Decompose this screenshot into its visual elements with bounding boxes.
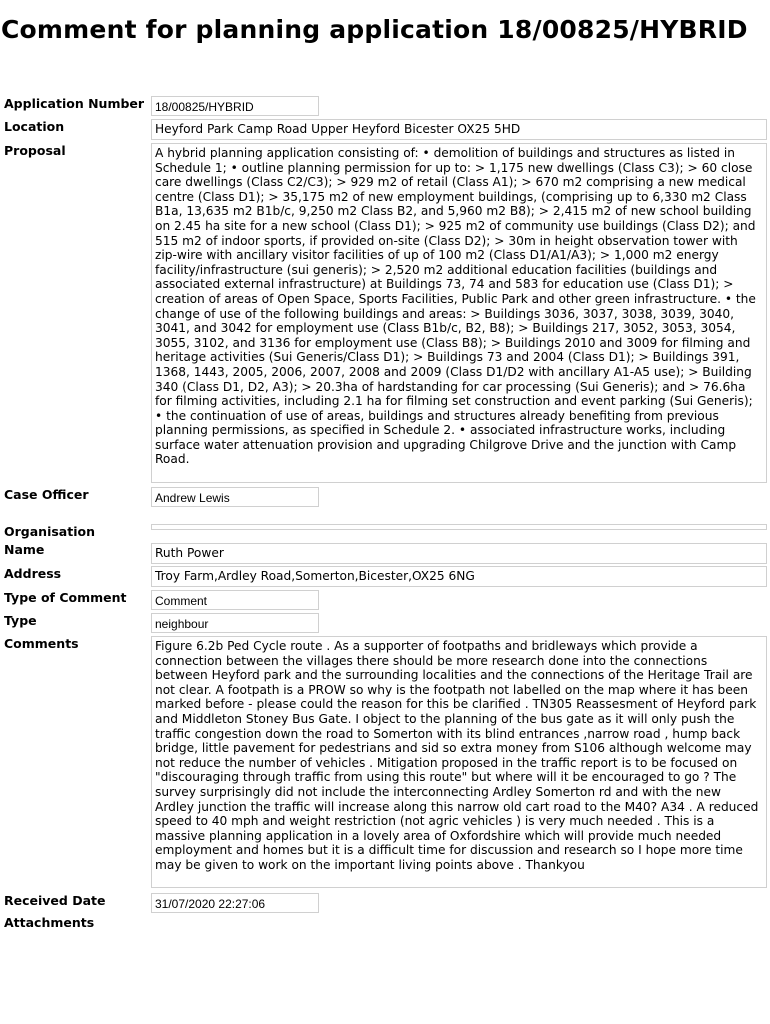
organisation-label: Organisation [4,524,95,539]
name-label: Name [4,542,45,557]
application-number-label: Application Number [4,96,145,111]
case-officer-label: Case Officer [4,487,89,502]
attachments-label: Attachments [4,915,95,930]
organisation-field [151,524,767,530]
page-title: Comment for planning application 18/00825/HYBRID [1,15,748,44]
address-field: Troy Farm,Ardley Road,Somerton,Bicester,OX25 6NG [151,566,767,587]
proposal-label: Proposal [4,143,66,158]
received-date-field: 31/07/2020 22:27:06 [151,893,319,913]
proposal-field: A hybrid planning application consisting of: • demolition of buildings and structures as listed in Schedule 1; • outline planning permission for up to: > 1,175 new dwellings (Class C3); > 60 close care dwellings (Class C2/C3); > 929 m2 of retail (Class A1); > 670 m2 comprising a new medical centre (Class D1); > 35,175 m2 of new employment buildings, (comprising up to 6,330 m2 Class B1a, 13,635 m2 B1b/c, 9,250 m2 Class B2, and 5,960 m2 B8); > 2,415 m2 of new school building on 2.45 ha site for a new school (Class D1); > 925 m2 of community use buildings (Class D2); and 515 m2 of indoor sports, if provided on-site (Class D2); > 30m in height observation tower with zip-wire with ancillary visitor facilities of up of 100 m2 (Class D1/A1/A3); > 1,000 m2 energy facility/infrastructure (sui generis); > 2,520 m2 additional education facilities (buildings and associated external infrastructure) at Buildings 73, 74 and 583 for education use (Class D1); > creation of areas of Open Space, Sports Facilities, Public Park and other green infrastructure. • the change of use of the following buildings and areas: > Buildings 3036, 3037, 3038, 3039, 3040, 3041, and 3042 for employment use (Class B1b/c, B2, B8); > Buildings 217, 3052, 3053, 3054, 3055, 3102, and 3136 for employment use (Class B8); > Buildings 2010 and 3009 for filming and heritage activities (Sui Generis/Class D1); > Buildings 73 and 2004 (Class D1); > Buildings 391, 1368, 1443, 2005, 2006, 2007, 2008 and 2009 (Class D1/D2 with ancillary A1-A5 use); > Building 340 (Class D1, D2, A3); > 20.3ha of hardstanding for car processing (Sui Generis); and > 76.6ha for filming activities, including 2.1 ha for filming set construction and event parking (Sui Generis); • the continuation of use of areas, buildings and structures already benefiting from previous planning permissions, as specified in Schedule 2. • associated infrastructure works, including surface water attenuation provision and upgrading Chilgrove Drive and the junction with Camp Road. [151,143,767,483]
comments-field: Figure 6.2b Ped Cycle route . As a supporter of footpaths and bridleways which provide a connection between the villages there should be more research done into the connections between Heyford park and the surrounding localities and the connections of the Heritage Trail are not clear. A footpath is a PROW so why is the footpath not labelled on the map where it has been marked before - please could the reason for this be clarified . TN305 Reassesment of Heyford park and Middleton Stoney Bus Gate. I object to the planning of the bus gate as it will only push the traffic congestion down the road to Somerton with its blind entrances ,narrow road , hump back bridge, little pavement for pedestrians and sid so extra money from S106 although welcome may not reduce the number of vehicles . Mitigation proposed in the traffic report is to be focused on "discouraging through traffic from using this route" but where will it be encouraged to go ? The survey surprisingly did not include the interconnecting Ardley Somerton rd and with the new Ardley junction the traffic will increase along this narrow old cart road to the M40? A34 . A reduced speed to 40 mph and weight restriction (not agric vehicles ) is very much needed . This is a massive planning application in a lovely area of Oxfordshire which will provide much needed employment and homes but it is a difficult time for discussion and research so I hope more time may be given to work on the important living points above . Thankyou [151,636,767,888]
location-label: Location [4,119,65,134]
type-of-comment-field: Comment [151,590,319,610]
case-officer-field: Andrew Lewis [151,487,319,507]
location-field: Heyford Park Camp Road Upper Heyford Bicester OX25 5HD [151,119,767,140]
address-label: Address [4,566,62,581]
comments-label: Comments [4,636,79,651]
type-field: neighbour [151,613,319,633]
type-of-comment-label: Type of Comment [4,590,127,605]
type-label: Type [4,613,37,628]
name-field: Ruth Power [151,543,767,564]
application-number-field: 18/00825/HYBRID [151,96,319,116]
received-date-label: Received Date [4,893,106,908]
